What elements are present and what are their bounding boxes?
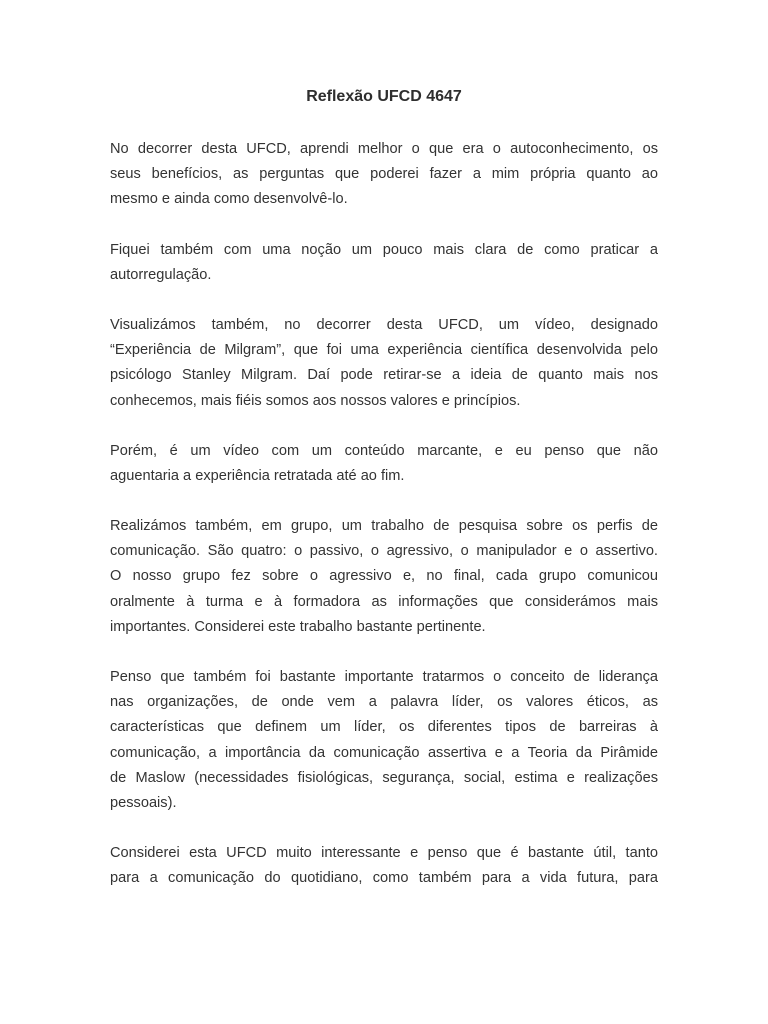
text-line: Visualizámos também, no decorrer desta UFCD, um vídeo, designado [110,316,658,333]
paragraph-2 [110,238,658,288]
text-line: seus benefícios, as perguntas que poderei fazer a mim própria quanto ao [110,166,658,183]
text-line: Considerei esta UFCD muito interessante e penso que é bastante útil, tanto [110,845,658,862]
text-line: No decorrer desta UFCD, aprendi melhor o que era o autoconhecimento, os [110,141,658,157]
text-line: autorregulação. [110,266,212,283]
text-line: para a comunicação do quotidiano, como também para a vida futura, para [110,870,658,887]
text-line: O nosso grupo fez sobre o agressivo e, no final, cada grupo comunicou [110,568,658,585]
paragraph-1 [110,137,658,213]
text-line: de Maslow (necessidades fisiológicas, segurança, social, estima e realizações [110,769,658,786]
document-body [110,137,658,917]
paragraph-6 [110,665,658,816]
paragraph-3 [110,313,658,414]
text-line: mesmo e ainda como desenvolvê-lo. [110,191,348,208]
text-line: pessoais). [110,794,177,811]
text-line: características que definem um líder, os diferentes tipos de barreiras à [110,719,658,736]
text-line: Realizámos também, em grupo, um trabalho de pesquisa sobre os perfis de [110,518,658,535]
text-line: Penso que também foi bastante importante tratarmos o conceito de liderança [110,669,658,685]
text-line: comunicação. São quatro: o passivo, o agressivo, o manipulador e o assertivo. [110,543,658,560]
text-line: Fiquei também com uma noção um pouco mais clara de como praticar a [110,241,658,258]
text-line: nas organizações, de onde vem a palavra líder, os valores éticos, as [110,694,658,711]
text-line: oralmente à turma e à formadora as informações que considerámos mais [110,593,658,610]
text-line: Porém, é um vídeo com um conteúdo marcante, e eu penso que não [110,442,658,459]
text-line: comunicação, a importância da comunicação assertiva e a Teoria da Pirâmide [110,744,658,761]
paragraph-5 [110,514,658,640]
text-line: aguentaria a experiência retratada até ao fim. [110,467,405,484]
paragraph-4 [110,439,658,489]
text-line: “Experiência de Milgram”, que foi uma experiência científica desenvolvida pelo [110,342,658,359]
text-line: psicólogo Stanley Milgram. Daí pode retirar-se a ideia de quanto mais nos [110,367,658,384]
text-line: importantes. Considerei este trabalho bastante pertinente. [110,618,486,635]
document-title: Reflexão UFCD 4647 [306,88,462,105]
text-line: conhecemos, mais fiéis somos aos nossos valores e princípios. [110,392,521,409]
paragraph-7 [110,841,658,891]
